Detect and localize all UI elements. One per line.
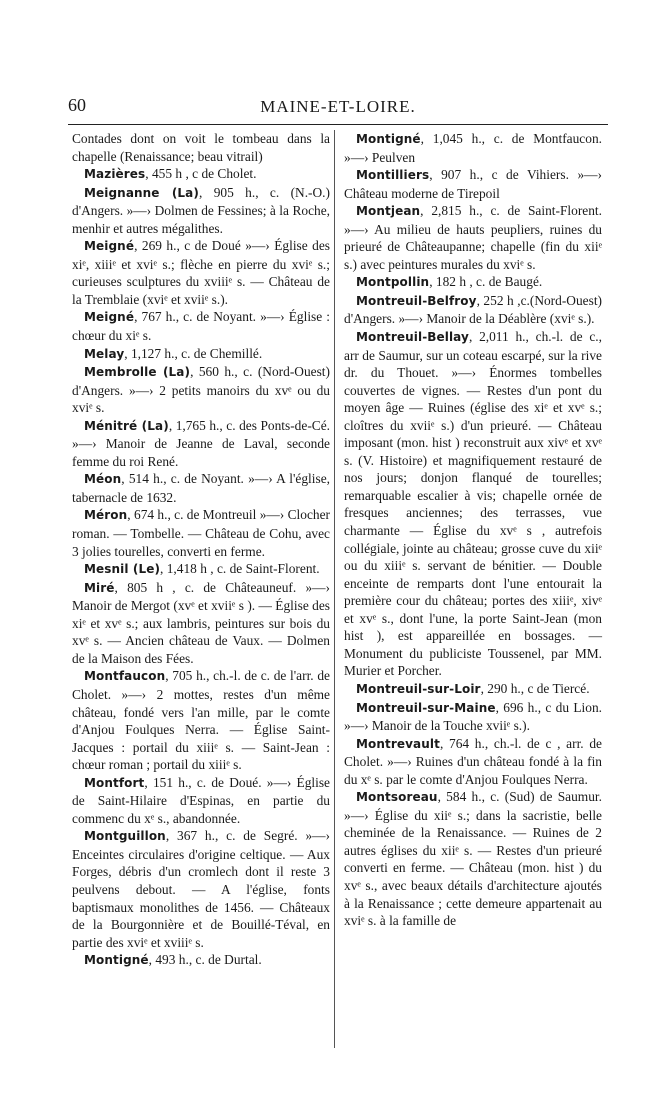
- entry-place-name: Montigné: [84, 953, 149, 968]
- gazetteer-entry: [344, 680, 602, 699]
- gazetteer-entry: [344, 735, 602, 789]
- gazetteer-entry: [72, 308, 330, 344]
- entry-place-name: Montjean: [356, 204, 421, 219]
- gazetteer-entry: [344, 202, 602, 273]
- entry-place-name: Meigné: [84, 310, 135, 325]
- gazetteer-entry: [72, 417, 330, 471]
- entry-place-name: Melay: [84, 346, 125, 361]
- entry-description: , 290 h., c de Tiercé.: [480, 680, 590, 696]
- gazetteer-entry: [344, 166, 602, 202]
- entry-place-name: Montilliers: [356, 168, 430, 183]
- entry-place-name: Membrolle (La): [84, 365, 191, 380]
- gazetteer-entry: [72, 774, 330, 828]
- entry-place-name: Montreuil-sur-Maine: [356, 700, 496, 715]
- entry-place-name: Montguillon: [84, 829, 166, 844]
- gazetteer-entry: [344, 699, 602, 735]
- entry-place-name: Montrevault: [356, 736, 440, 751]
- entry-description: , 367 h., c. de Segré. »—› Enceintes circulaires d'origine celtique. — Aux Forges, débris d'un cromlech dont il reste 3 peulvens debout. — A l'église, fonts baptismaux monolithes de 1456. — Châteaux de la Bourgonnière et de Bouillé-Téval, en partie des xviᵉ et xviiiᵉ s.: [72, 828, 330, 950]
- entry-place-name: Montreuil-sur-Loir: [356, 681, 481, 696]
- right-column: [344, 130, 602, 930]
- entry-description: Contades dont on voit le tombeau dans la chapelle (Renaissance; beau vitrail): [72, 131, 330, 164]
- entry-place-name: Mesnil (Le): [84, 562, 161, 577]
- gazetteer-entry: [72, 345, 330, 364]
- running-title: MAINE-ET-LOIRE.: [260, 97, 416, 116]
- entry-place-name: Méron: [84, 508, 128, 523]
- entry-place-name: Méon: [84, 472, 122, 487]
- entry-description: , 2,815 h., c. de Saint-Florent. »—› Au milieu de hauts peupliers, ruines du prieuré de Châteaupanne; chapelle (fin du xiiᵉ s.) avec peintures murales du xviᵉ s.: [344, 203, 602, 272]
- entry-description: , 1,045 h., c. de Montfaucon. »—› Peulven: [344, 131, 602, 165]
- gazetteer-entry: [72, 560, 330, 579]
- left-column: [72, 130, 330, 970]
- gazetteer-entry: [344, 292, 602, 328]
- entry-description: , 907 h., c de Vihiers. »—› Château moderne de Tirepoil: [344, 167, 602, 201]
- entry-place-name: Montreuil-Belfroy: [356, 293, 477, 308]
- entry-place-name: Miré: [84, 580, 115, 595]
- entry-description: , 269 h., c de Doué »—› Église des xiᵉ, xiiiᵉ et xviᵉ s.; flèche en pierre du xviᵉ s.; curieuses sculptures du xviiiᵉ s. — Château de la Tremblaie (xviᵉ et xviiᵉ s.).: [72, 238, 330, 307]
- entry-description: , 705 h., ch.-l. de c. de l'arr. de Cholet. »—› 2 mottes, restes d'un même château, fondé vers l'an mille, par le comte d'Anjou Foulques Nerra. — Église Saint-Jacques : portail du xiiiᵉ s. — Saint-Jean : chœur roman ; portail du xiiiᵉ s.: [72, 668, 330, 773]
- entry-description: , 252 h ,c.(Nord-Ouest) d'Angers. »—› Manoir de la Déablère (xviᵉ s.).: [344, 292, 602, 327]
- gazetteer-entry: [72, 579, 330, 668]
- entry-description: , 455 h , c de Cholet.: [145, 166, 257, 182]
- entry-place-name: Mazières: [84, 167, 146, 182]
- entry-description: , 1,765 h., c. des Ponts-de-Cé. »—› Manoir de Jeanne de Laval, seconde femme du roi René.: [72, 417, 331, 469]
- entry-description: , 764 h., ch.-l. de c , arr. de Cholet. »—› Ruines d'un château fondé à la fin du xᵉ s. par le comte d'Anjou Foulques Nerra.: [344, 735, 602, 787]
- entry-description: , 182 h , c. de Baugé.: [429, 274, 543, 290]
- gazetteer-entry: [72, 363, 330, 417]
- entry-place-name: Montpollin: [356, 275, 430, 290]
- gazetteer-entry: [72, 237, 330, 308]
- column-divider: [334, 130, 335, 1048]
- gazetteer-entry: [344, 273, 602, 292]
- entry-place-name: Meignanne (La): [84, 185, 199, 200]
- entry-description: , 767 h., c. de Noyant. »—› Église : chœur du xiᵉ s.: [72, 309, 330, 344]
- entry-description: , 560 h., c. (Nord-Ouest) d'Angers. »—› 2 petits manoirs du xvᵉ ou du xviᵉ s.: [72, 364, 330, 416]
- entry-description: , 674 h., c. de Montreuil »—› Clocher roman. — Tombelle. — Château de Cohu, avec 3 jolies tourelles, converti en ferme.: [72, 507, 330, 559]
- gazetteer-entry: [72, 667, 330, 773]
- gazetteer-entry: [344, 130, 602, 166]
- entry-description: , 2,011 h., ch.-l. de c., arr de Saumur, sur un coteau escarpé, sur la rive dr. du Thouet. »—› Énormes tombelles couvertes de vignes. — Restes d'un pont du moyen âge — Ruines (église des xiᵉ et xvᵉ s.; cloîtres du xviiᵉ s.) d'un prieuré. — Château imposant (mon. hist ) reconstruit aux xivᵉ et xvᵉ s. (V. Histoire) et magnifiquement restauré de nos jours; donjon flanqué de tourelles; remarquable escalier à vis; chapelle ornée de fresques anciennes; des terrasses, vue charmante — Église du xvᵉ s , autrefois collégiale, jointe au château; grosse cuve du xiiᵉ ou du xiiiᵉ s. servant de bénitier. — Double enceinte de remparts dont l'une entourait la première cour du château; portes des xiiiᵉ, xivᵉ et xvᵉ s., dont l'une, la porte Saint-Jean (mon hist ), est appareillée en bossages. — Monument du publiciste Toussenel, par MM. Murier et Porcher.: [344, 329, 602, 679]
- entry-place-name: Montfort: [84, 775, 145, 790]
- gazetteer-entry: [344, 788, 602, 929]
- gazetteer-entry: [344, 328, 602, 680]
- entry-description: , 584 h., c. (Sud) de Saumur. »—› Église du xiiᵉ s.; dans la sacristie, belle cheminée de la Renaissance. — Ruines de 2 autres églises du xiiᵉ s. — Restes d'un prieuré converti en ferme. — Château (mon. hist ) du xvᵉ s., avec beaux détails d'architecture ajoutés à la Renaissance ; cette demeure appartenait au xviᵉ s. à la famille de: [344, 789, 602, 929]
- entry-place-name: Montsoreau: [356, 790, 438, 805]
- gazetteer-entry: [72, 506, 330, 560]
- entry-description: , 1,418 h , c. de Saint-Florent.: [160, 561, 320, 577]
- gazetteer-entry: [72, 130, 330, 165]
- gazetteer-entry: [72, 165, 330, 184]
- entry-place-name: Montigné: [356, 132, 421, 146]
- page-header: [68, 95, 608, 121]
- entry-description: , 1,127 h., c. de Chemillé.: [124, 345, 263, 361]
- entry-place-name: Montreuil-Bellay: [356, 330, 469, 345]
- entry-description: , 151 h., c. de Doué. »—› Église de Saint-Hilaire d'Espinas, en partie du commenc du xᵉ s., abandonnée.: [72, 774, 330, 826]
- page-number: 60: [68, 95, 86, 115]
- gazetteer-entry: [72, 184, 330, 238]
- gazetteer-entry: [72, 470, 330, 506]
- entry-description: , 493 h., c. de Durtal.: [148, 952, 262, 968]
- entry-description: , 805 h , c. de Châteauneuf. »—› Manoir de Mergot (xvᵉ et xviiᵉ s ). — Église des xiᵉ et xvᵉ s.; aux lambris, peintures sur bois du xvᵉ s. — Ancien château de Vaux. — Dolmen de la Maison des Fées.: [72, 579, 330, 666]
- entry-place-name: Ménitré (La): [84, 418, 169, 433]
- entry-place-name: Montfaucon: [84, 669, 166, 684]
- entry-description: , 905 h., c. (N.-O.) d'Angers. »—› Dolmen de Fessines; à la Roche, menhir et autres mégalithes.: [72, 184, 330, 236]
- gazetteer-entry: [72, 827, 330, 951]
- gazetteer-entry: [72, 951, 330, 970]
- entry-description: , 696 h., c du Lion. »—› Manoir de la Touche xviiᵉ s.).: [344, 699, 602, 734]
- entry-place-name: Meigné: [84, 239, 135, 254]
- entry-description: , 514 h., c. de Noyant. »—› A l'église, tabernacle de 1632.: [72, 471, 330, 505]
- header-rule: [68, 124, 608, 125]
